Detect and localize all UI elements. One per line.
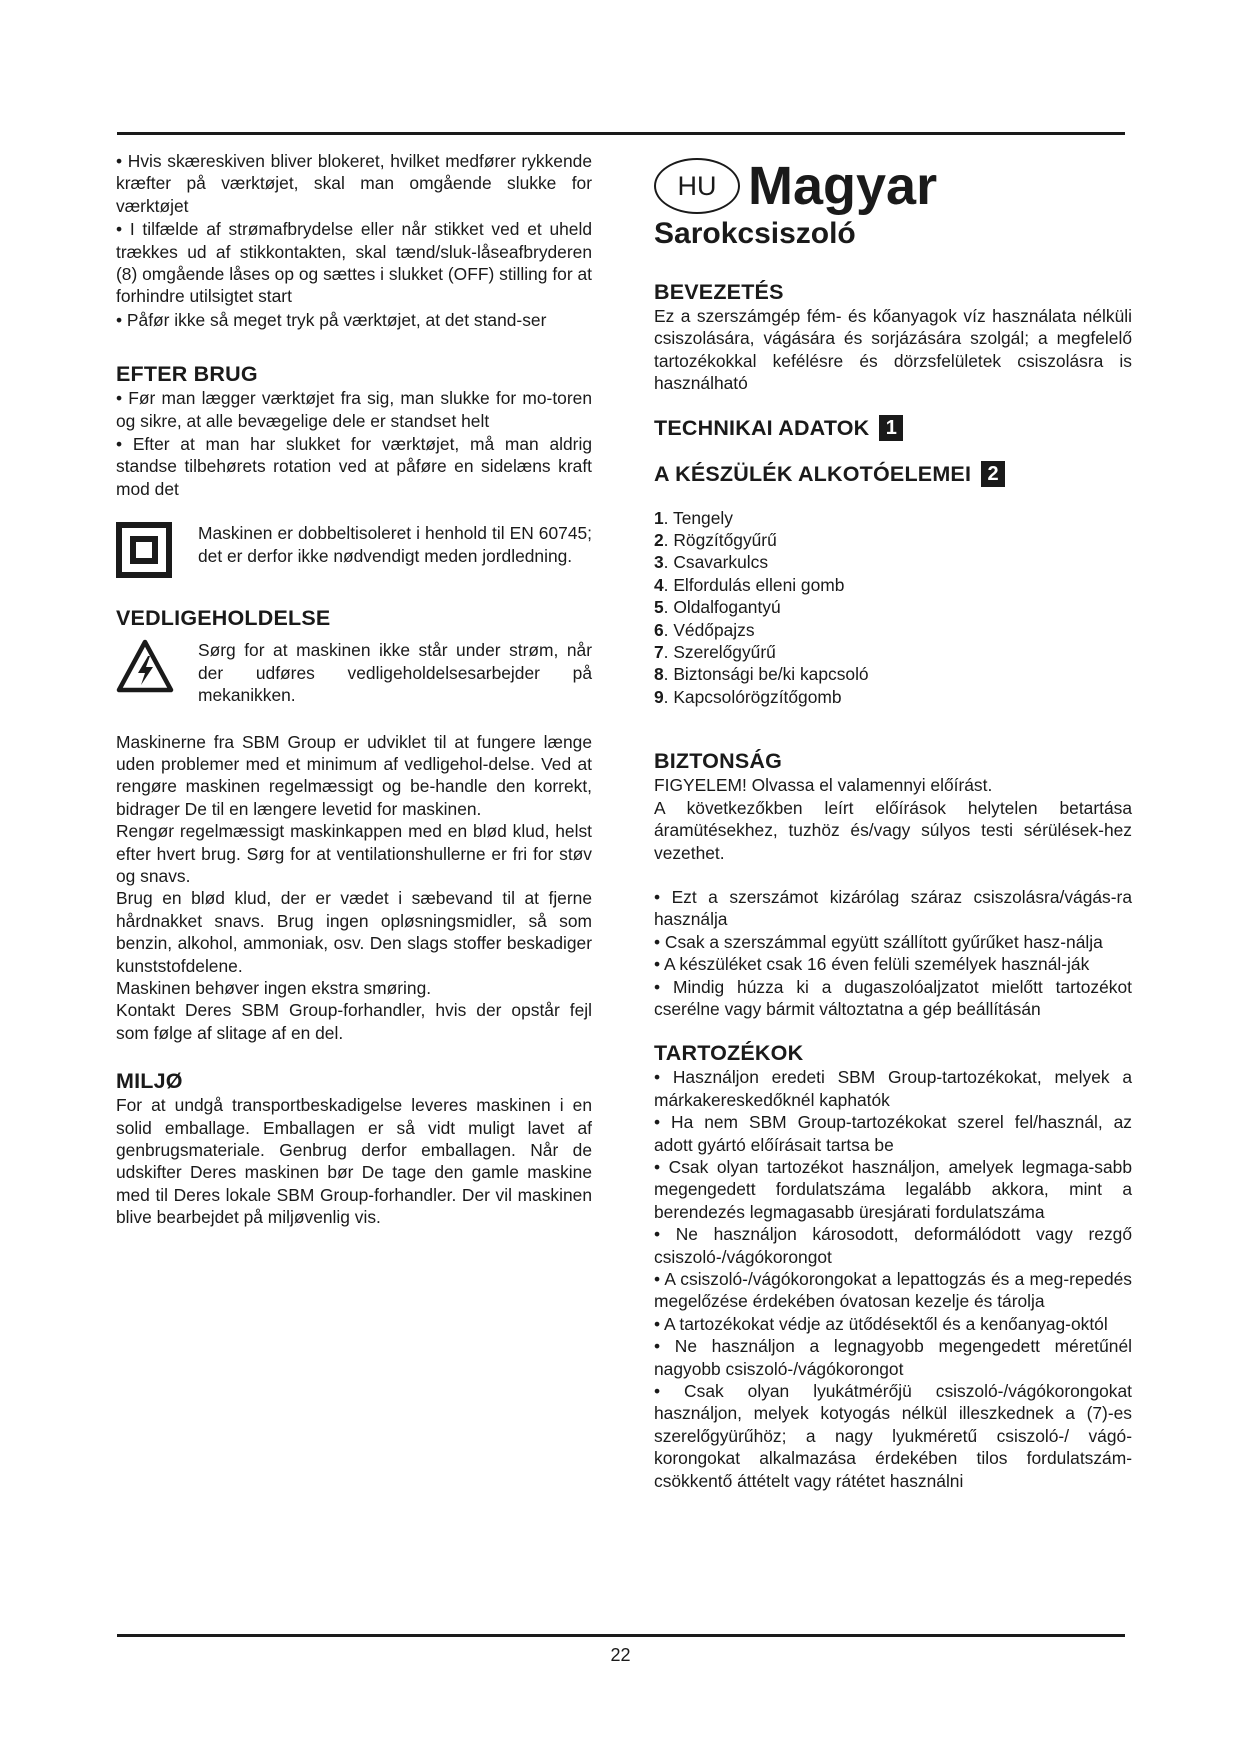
miljo-text: For at undgå transportbeskadigelse leveres maskinen i en solid emballage. Emballagen er så vidt muligt lavet af genbrugsmateriale. Genbrug derfor emballagen. Når de udskifter Deres maskinen bør De tage den gamle maskine med til Deres lokale SBM Group-forhandler. Der vil maskinen blive bearbejdet på miljøvenlig vis. xyxy=(116,1095,592,1228)
part-item: 3. Csavarkulcs xyxy=(654,552,769,573)
intro-bullet: • Påfør ikke så meget tryk på værktøjet, at det stand-ser xyxy=(116,309,547,330)
maintenance-paragraph: Kontakt Deres SBM Group-forhandler, hvis der opstår fejl som følge af slitage af en del. xyxy=(116,1000,592,1043)
maintenance-paragraph: Rengør regelmæssigt maskinkappen med en blød klud, helst efter hvert brug. Sørg for at ventilationshullerne er fri for støv og snavs. xyxy=(116,821,592,886)
biztonsag-bullet: • A készüléket csak 16 éven felüli személyek használ-ják xyxy=(654,954,1090,975)
part-item: 5. Oldalfogantyú xyxy=(654,597,781,618)
left-column xyxy=(116,150,592,1229)
tartozekok-bullet: • Használjon eredeti SBM Group-tartozékokat, melyek a márkakereskedőknél kaphatók xyxy=(654,1067,1132,1110)
biztonsag-bullet: • Ezt a szerszámot kizárólag száraz csiszolásra/vágás-ra használja xyxy=(654,886,1132,930)
efter-brug-heading: EFTER BRUG xyxy=(116,362,258,387)
maintenance-warning xyxy=(116,639,592,706)
bottom-rule xyxy=(117,1634,1125,1637)
alkotoelemei-label: A KÉSZÜLÉK ALKOTÓELEMEI xyxy=(654,461,972,486)
part-item: 1. Tengely xyxy=(654,507,733,528)
biztonsag-text: A következőkben leírt előírások helytelen betartása áramütésekhez, tuzhöz és/vagy súlyos testi sérülések-hez vezethet. xyxy=(654,797,1132,863)
language-header xyxy=(654,158,1132,214)
electric-hazard-icon xyxy=(116,639,176,698)
technikai-adatok-heading xyxy=(654,415,1132,441)
tartozekok-bullet: • A csiszoló-/vágókorongokat a lepattogzás és a meg-repedés megelőzése érdekében óvatosan kezelje és tárolja xyxy=(654,1269,1132,1312)
figure-1-marker: 1 xyxy=(879,415,903,441)
biztonsag-heading: BIZTONSÁG xyxy=(654,749,783,774)
tartozekok-bullet: • Ne használjon károsodott, deformálódott vagy rezgő csiszoló-/vágókorongot xyxy=(654,1224,1132,1267)
part-item: 7. Szerelőgyűrű xyxy=(654,642,776,663)
top-rule xyxy=(117,132,1125,135)
parts-list xyxy=(654,507,1132,709)
tartozekok-bullet: • Csak olyan lyukátmérőjü csiszoló-/vágókorongokat használjon, melyek kotyogás nélkül illeszkednek a (7)-es szerelőgyürűhöz; a nagy lyukméretű csiszoló-/ vágó-korongokat alkalmazása érdekében tilos fordulatszám-csökkentő áttételt vagy rátétet használni xyxy=(654,1381,1132,1491)
tartozekok-bullet: • Csak olyan tartozékot használjon, amelyek legmaga-sabb megengedett fordulatszáma legalább akkora, mint a berendezés legmagasabb üresjárati fordulatszáma xyxy=(654,1156,1132,1222)
figure-2-marker: 2 xyxy=(981,461,1005,487)
part-item: 8. Biztonsági be/ki kapcsoló xyxy=(654,664,869,685)
biztonsag-warning: FIGYELEM! Olvassa el valamennyi előírást. xyxy=(654,775,993,796)
maintenance-warning-text: Sørg for at maskinen ikke står under strøm, når der udføres vedligeholdelsesarbejder på mekanikken. xyxy=(198,640,592,706)
maintenance-paragraph: Brug en blød klud, der er vædet i sæbevand til at fjerne hårdnakket snavs. Brug ingen opløsningsmidler, så som benzin, alkohol, ammoniak, osv. Den slags stoffer beskadiger kunststofdelene. xyxy=(116,888,592,976)
part-item: 9. Kapcsolórögzítőgomb xyxy=(654,686,842,707)
page-number: 22 xyxy=(610,1645,631,1665)
bevezetes-text: Ez a szerszámgép fém- és kőanyagok víz használata nélküli csiszolására, vágására és sorjázására szolgál; a megfelelő tartozékokkal kefélésre és dörzsfelületek csiszolásra is használható xyxy=(654,306,1132,394)
double-insulation-note xyxy=(116,522,592,583)
double-insulation-text: Maskinen er dobbeltisoleret i henhold til EN 60745; det er derfor ikke nødvendigt meden jordledning. xyxy=(198,523,592,566)
product-title: Sarokcsiszoló xyxy=(654,217,856,250)
tartozekok-heading: TARTOZÉKOK xyxy=(654,1041,804,1066)
part-item: 6. Védőpajzs xyxy=(654,619,755,640)
maintenance-paragraph: Maskinerne fra SBM Group er udviklet til at fungere længe uden problemer med et minimum af vedligehol-delse. Ved at rengøre maskinen regelmæssigt og be-handle den korrekt, bidrager De til en længere levetid for maskinen. xyxy=(116,731,592,819)
intro-bullet: • Hvis skæreskiven bliver blokeret, hvilket medfører rykkende kræfter på værktøjet, skal man omgående slukke for værktøjet xyxy=(116,151,592,216)
miljo-heading: MILJØ xyxy=(116,1069,183,1094)
part-item: 2. Rögzítőgyűrű xyxy=(654,530,777,551)
biztonsag-bullet: • Csak a szerszámmal együtt szállított gyűrűket hasz-nálja xyxy=(654,931,1103,952)
tartozekok-bullet: • Ne használjon a legnagyobb megengedett méretűnél nagyobb csiszoló-/vágókorongot xyxy=(654,1336,1132,1379)
maintenance-paragraph: Maskinen behøver ingen ekstra smøring. xyxy=(116,977,432,998)
technikai-adatok-label: TECHNIKAI ADATOK xyxy=(654,415,870,440)
vedligeholdelse-heading: VEDLIGEHOLDELSE xyxy=(116,606,331,631)
tartozekok-bullet: • A tartozékokat védje az ütődésektől és a kenőanyag-októl xyxy=(654,1313,1108,1334)
language-code-badge: HU xyxy=(654,158,740,214)
biztonsag-bullet: • Mindig húzza ki a dugaszolóaljzatot mielőtt tartozékot cserélne vagy bármit változtatna a gép beállításán xyxy=(654,976,1132,1019)
efter-brug-bullet: • Efter at man har slukket for værktøjet, må man aldrig standse tilbehørets rotation ved at påføre en sidelæns kraft mod det xyxy=(116,434,592,499)
efter-brug-bullet: • Før man lægger værktøjet fra sig, man slukke for mo-toren og sikre, at alle bevægelige dele er standset helt xyxy=(116,388,592,431)
tartozekok-bullet: • Ha nem SBM Group-tartozékokat szerel fel/használ, az adott gyártó előírásait tartsa be xyxy=(654,1112,1132,1155)
double-insulation-icon xyxy=(116,522,176,583)
right-column xyxy=(654,150,1132,1492)
alkotoelemei-heading xyxy=(654,461,1132,487)
language-title: Magyar xyxy=(748,156,938,216)
bevezetes-heading: BEVEZETÉS xyxy=(654,280,784,304)
part-item: 4. Elfordulás elleni gomb xyxy=(654,574,845,595)
intro-bullet: • I tilfælde af strømafbrydelse eller når stikket ved et uheld trækkes ud af stikkontakten, skal tænd/sluk-låseafbryderen (8) omgående låses op og sættes i slukket (OFF) stilling for at forhindre utilsigtet start xyxy=(116,219,592,307)
